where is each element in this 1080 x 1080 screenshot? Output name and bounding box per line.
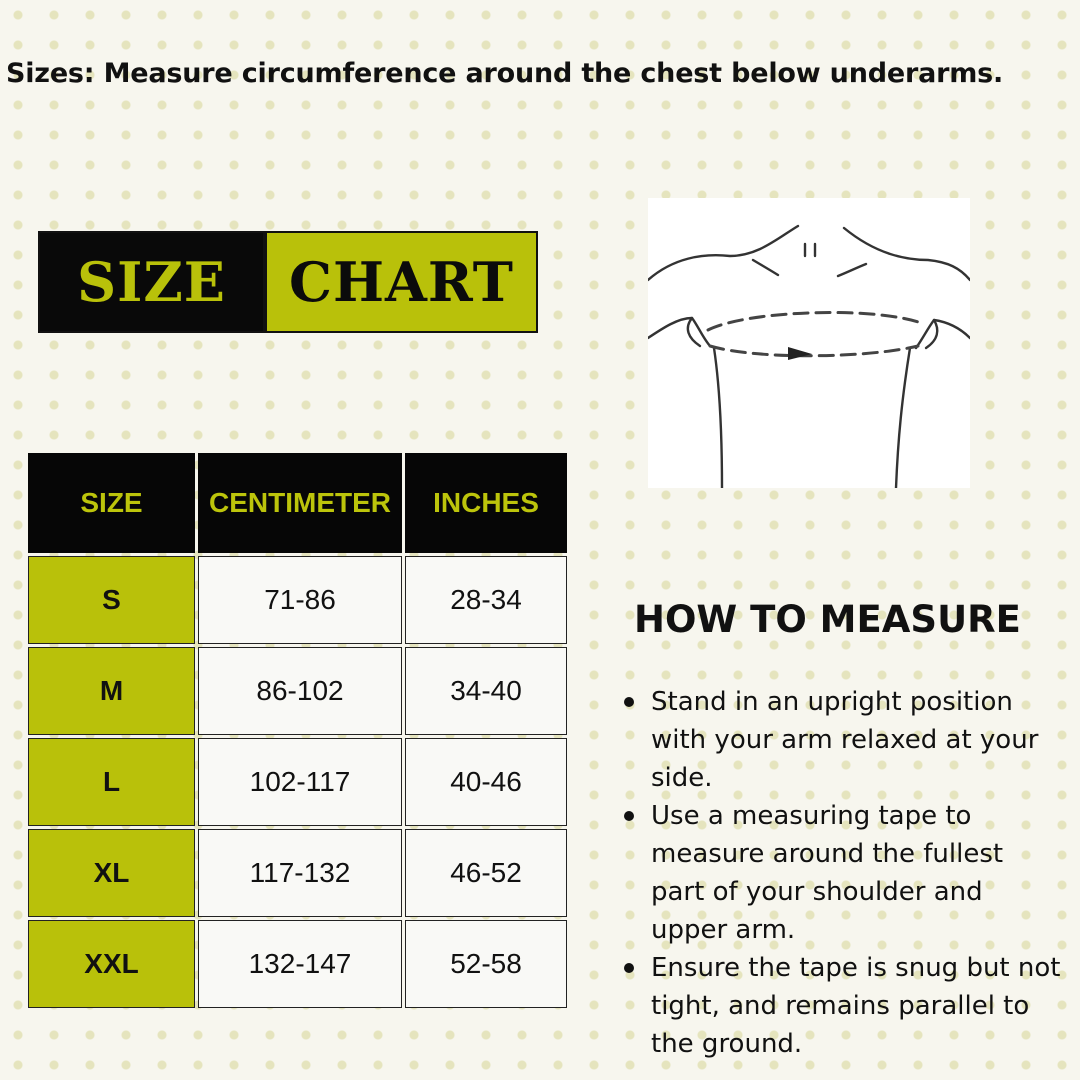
chest-measurement-illustration — [648, 198, 970, 488]
chest-measurement-drawing — [648, 198, 970, 488]
table-row — [28, 829, 567, 917]
banner-chart-word: CHART — [263, 233, 536, 331]
inches-cell: 28-34 — [405, 556, 567, 644]
column-header-centimeter: CENTIMETER — [198, 453, 402, 553]
centimeter-cell: 132-147 — [198, 920, 402, 1008]
bullet-icon — [624, 811, 634, 821]
step-text: Ensure the tape is snug but not tight, and remains parallel to the ground. — [651, 953, 1061, 1059]
centimeter-cell: 102-117 — [198, 738, 402, 826]
inches-cell: 46-52 — [405, 829, 567, 917]
size-table — [25, 450, 570, 1011]
step-text: Stand in an upright position with your arm relaxed at your side. — [651, 687, 1039, 793]
page-heading: Sizes: Measure circumference around the chest below underarms. — [6, 58, 1004, 89]
centimeter-cell: 117-132 — [198, 829, 402, 917]
size-cell: XL — [28, 829, 195, 917]
bullet-icon — [624, 963, 634, 973]
list-item — [623, 949, 1063, 1063]
size-chart-banner — [38, 231, 538, 333]
centimeter-cell: 86-102 — [198, 647, 402, 735]
measure-steps-list — [623, 683, 1063, 1063]
centimeter-cell: 71-86 — [198, 556, 402, 644]
table-header-row — [28, 453, 567, 553]
size-cell: XXL — [28, 920, 195, 1008]
list-item — [623, 683, 1063, 797]
column-header-inches: INCHES — [405, 453, 567, 553]
bullet-icon — [624, 697, 634, 707]
tape-arrow-icon — [788, 347, 812, 360]
column-header-size: SIZE — [28, 453, 195, 553]
inches-cell: 40-46 — [405, 738, 567, 826]
inches-cell: 34-40 — [405, 647, 567, 735]
step-text: Use a measuring tape to measure around the fullest part of your shoulder and upper arm. — [651, 801, 1004, 945]
table-row — [28, 556, 567, 644]
size-cell: S — [28, 556, 195, 644]
size-cell: L — [28, 738, 195, 826]
inches-cell: 52-58 — [405, 920, 567, 1008]
how-to-measure-title: HOW TO MEASURE — [634, 598, 1021, 641]
list-item — [623, 797, 1063, 949]
table-row — [28, 647, 567, 735]
size-cell: M — [28, 647, 195, 735]
banner-size-word: SIZE — [40, 233, 263, 331]
table-row — [28, 738, 567, 826]
table-row — [28, 920, 567, 1008]
